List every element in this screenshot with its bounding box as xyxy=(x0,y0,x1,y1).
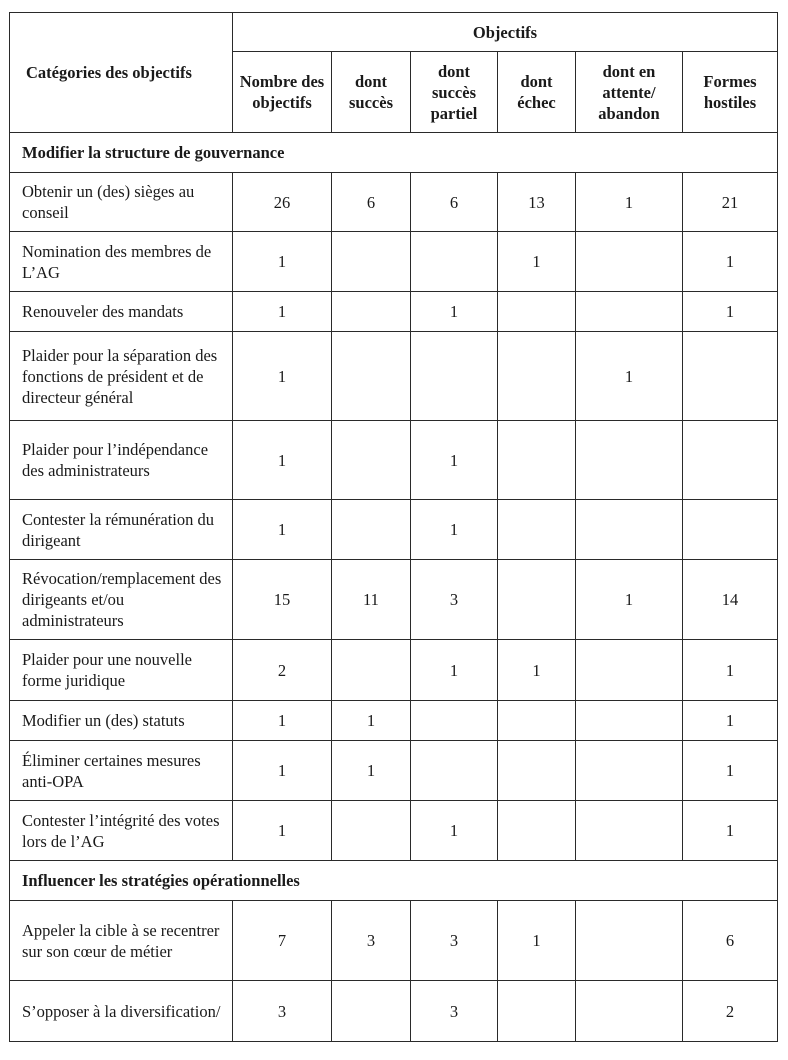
cell-success xyxy=(332,981,411,1042)
cell-hostile-forms: 2 xyxy=(683,981,778,1042)
cell-count: 1 xyxy=(233,701,332,741)
column-header-pending-abandoned: dont en attente/ abandon xyxy=(576,52,683,133)
table-row xyxy=(10,421,778,500)
cell-success xyxy=(332,421,411,500)
cell-failure xyxy=(498,500,576,560)
column-header-hostile-forms: Formes hostiles xyxy=(683,52,778,133)
column-header-failure: dont échec xyxy=(498,52,576,133)
cell-partial-success: 1 xyxy=(411,640,498,701)
cell-failure xyxy=(498,741,576,801)
row-label: Révocation/remplacement des dirigeants et/ou administrateurs xyxy=(10,560,233,640)
cell-success xyxy=(332,332,411,421)
cell-pending-abandoned xyxy=(576,741,683,801)
cell-hostile-forms: 1 xyxy=(683,741,778,801)
cell-success xyxy=(332,640,411,701)
cell-partial-success xyxy=(411,741,498,801)
row-label: Contester la rémunération du dirigeant xyxy=(10,500,233,560)
table-row xyxy=(10,560,778,640)
cell-count: 2 xyxy=(233,640,332,701)
cell-count: 1 xyxy=(233,741,332,801)
cell-partial-success: 3 xyxy=(411,981,498,1042)
cell-success xyxy=(332,292,411,332)
cell-count: 3 xyxy=(233,981,332,1042)
cell-failure: 1 xyxy=(498,901,576,981)
cell-failure xyxy=(498,981,576,1042)
table-row xyxy=(10,981,778,1042)
cell-partial-success xyxy=(411,332,498,421)
row-label: Appeler la cible à se recentrer sur son cœur de métier xyxy=(10,901,233,981)
cell-pending-abandoned xyxy=(576,232,683,292)
cell-partial-success: 1 xyxy=(411,801,498,861)
cell-pending-abandoned: 1 xyxy=(576,560,683,640)
cell-hostile-forms: 21 xyxy=(683,173,778,232)
cell-count: 1 xyxy=(233,292,332,332)
cell-failure: 13 xyxy=(498,173,576,232)
section-title: Modifier la structure de gouvernance xyxy=(10,133,778,173)
cell-pending-abandoned: 1 xyxy=(576,173,683,232)
section-title: Influencer les stratégies opérationnelles xyxy=(10,861,778,901)
column-header-count: Nombre des objectifs xyxy=(233,52,332,133)
cell-hostile-forms xyxy=(683,332,778,421)
cell-partial-success: 3 xyxy=(411,560,498,640)
cell-count: 1 xyxy=(233,232,332,292)
objectives-group-header: Objectifs xyxy=(233,13,778,52)
cell-hostile-forms: 6 xyxy=(683,901,778,981)
cell-pending-abandoned xyxy=(576,500,683,560)
cell-failure: 1 xyxy=(498,640,576,701)
cell-success xyxy=(332,500,411,560)
cell-count: 1 xyxy=(233,332,332,421)
cell-success xyxy=(332,232,411,292)
cell-failure xyxy=(498,421,576,500)
cell-partial-success: 1 xyxy=(411,292,498,332)
cell-hostile-forms: 1 xyxy=(683,801,778,861)
row-label: Nomination des membres de L’AG xyxy=(10,232,233,292)
cell-pending-abandoned xyxy=(576,292,683,332)
table-row xyxy=(10,232,778,292)
cell-success xyxy=(332,801,411,861)
cell-hostile-forms xyxy=(683,500,778,560)
cell-success: 1 xyxy=(332,741,411,801)
cell-partial-success: 1 xyxy=(411,421,498,500)
cell-success: 6 xyxy=(332,173,411,232)
row-label: Modifier un (des) statuts xyxy=(10,701,233,741)
cell-partial-success: 3 xyxy=(411,901,498,981)
row-label: S’opposer à la diversification/ xyxy=(10,981,233,1042)
cell-failure xyxy=(498,701,576,741)
cell-count: 1 xyxy=(233,801,332,861)
cell-failure xyxy=(498,332,576,421)
cell-hostile-forms: 14 xyxy=(683,560,778,640)
cell-hostile-forms xyxy=(683,421,778,500)
objectives-table xyxy=(9,12,778,1042)
column-header-partial-success: dont succès partiel xyxy=(411,52,498,133)
cell-failure xyxy=(498,292,576,332)
cell-pending-abandoned xyxy=(576,640,683,701)
cell-partial-success xyxy=(411,701,498,741)
table-row xyxy=(10,292,778,332)
cell-partial-success: 6 xyxy=(411,173,498,232)
table-row xyxy=(10,173,778,232)
row-label: Contester l’intégrité des votes lors de l’AG xyxy=(10,801,233,861)
cell-failure xyxy=(498,801,576,861)
cell-hostile-forms: 1 xyxy=(683,701,778,741)
cell-partial-success xyxy=(411,232,498,292)
cell-partial-success: 1 xyxy=(411,500,498,560)
table-row xyxy=(10,332,778,421)
row-label: Obtenir un (des) sièges au conseil xyxy=(10,173,233,232)
cell-pending-abandoned xyxy=(576,981,683,1042)
cell-count: 7 xyxy=(233,901,332,981)
row-label: Renouveler des mandats xyxy=(10,292,233,332)
cell-pending-abandoned xyxy=(576,701,683,741)
cell-pending-abandoned xyxy=(576,801,683,861)
cell-success: 3 xyxy=(332,901,411,981)
cell-success: 11 xyxy=(332,560,411,640)
section-row xyxy=(10,133,778,173)
cell-pending-abandoned: 1 xyxy=(576,332,683,421)
cell-hostile-forms: 1 xyxy=(683,292,778,332)
row-label: Plaider pour l’indépendance des administrateurs xyxy=(10,421,233,500)
cell-count: 1 xyxy=(233,421,332,500)
table-row xyxy=(10,741,778,801)
cell-count: 1 xyxy=(233,500,332,560)
cell-pending-abandoned xyxy=(576,901,683,981)
table-row xyxy=(10,901,778,981)
cell-count: 26 xyxy=(233,173,332,232)
column-header-success: dont succès xyxy=(332,52,411,133)
row-label: Éliminer certaines mesures anti-OPA xyxy=(10,741,233,801)
cell-hostile-forms: 1 xyxy=(683,232,778,292)
cell-success: 1 xyxy=(332,701,411,741)
cell-failure xyxy=(498,560,576,640)
row-label: Plaider pour la séparation des fonctions de président et de directeur général xyxy=(10,332,233,421)
table-row xyxy=(10,500,778,560)
table-row xyxy=(10,801,778,861)
cell-pending-abandoned xyxy=(576,421,683,500)
row-label: Plaider pour une nouvelle forme juridique xyxy=(10,640,233,701)
cell-count: 15 xyxy=(233,560,332,640)
category-column-header: Catégories des objectifs xyxy=(10,13,233,133)
table-row xyxy=(10,640,778,701)
cell-hostile-forms: 1 xyxy=(683,640,778,701)
table-row xyxy=(10,701,778,741)
section-row xyxy=(10,861,778,901)
cell-failure: 1 xyxy=(498,232,576,292)
